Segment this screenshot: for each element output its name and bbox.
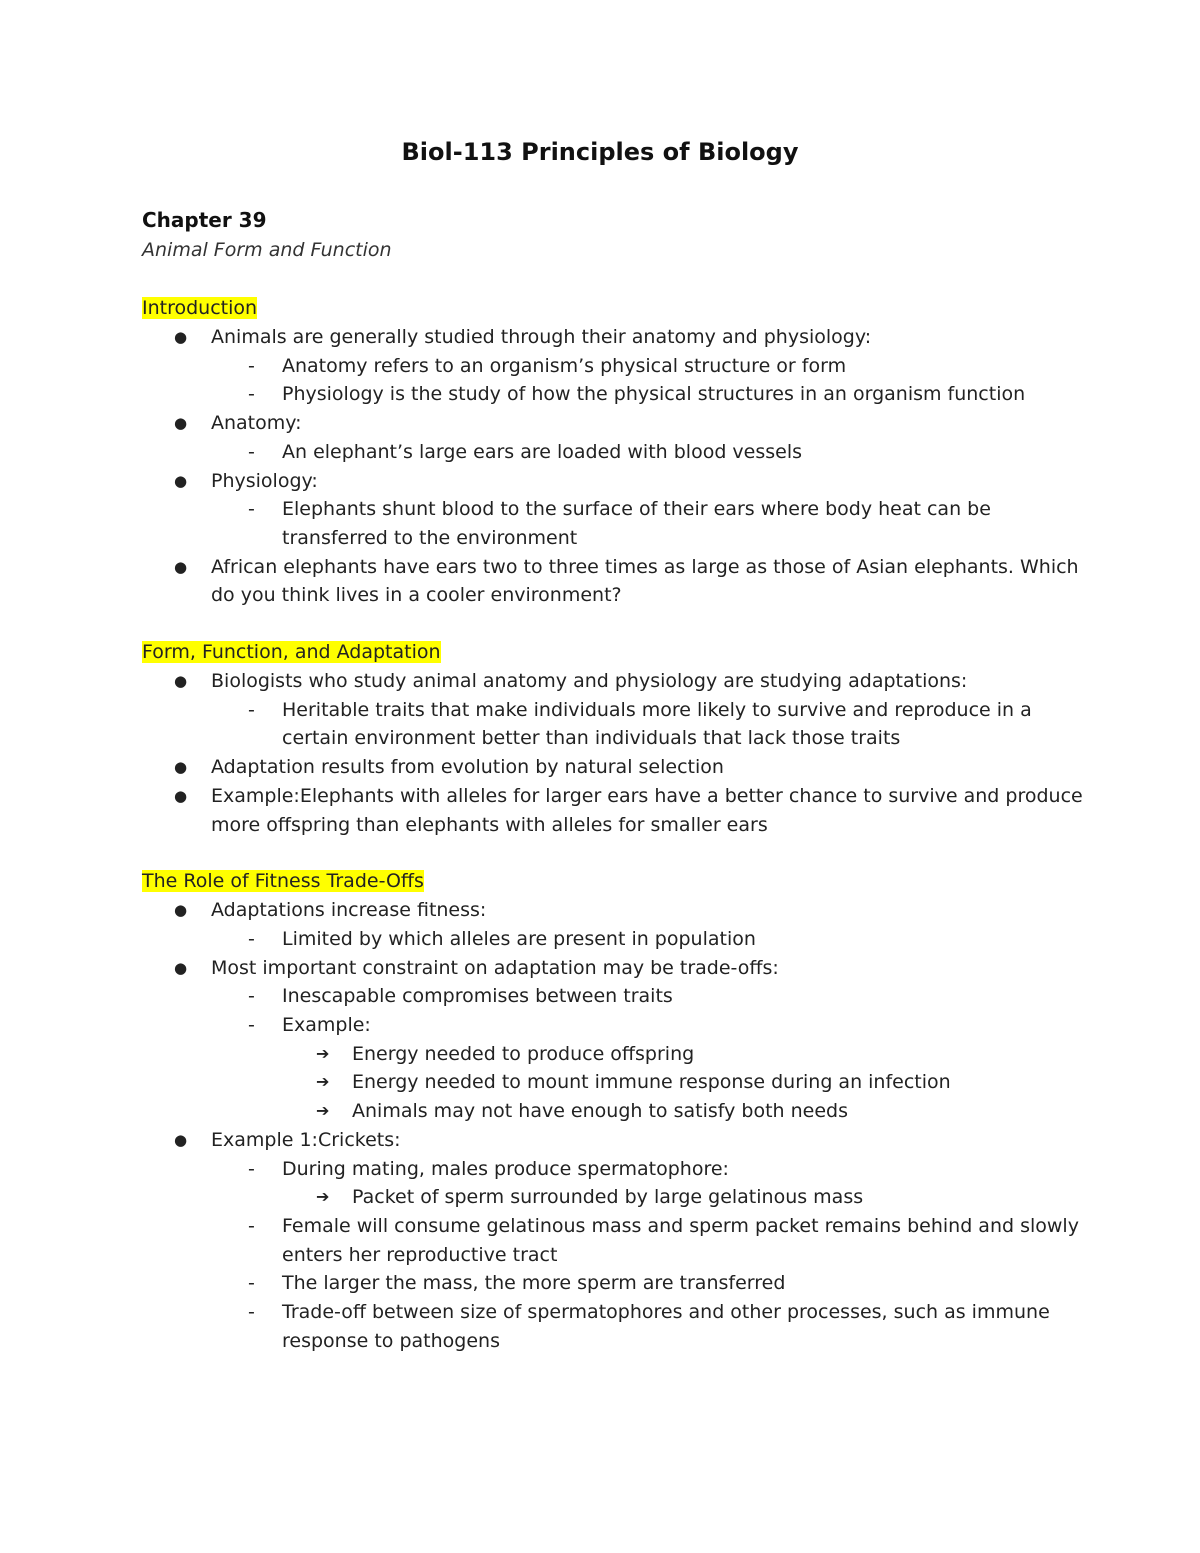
dash-marker: - [248,498,255,521]
list-item-text: Limited by which alleles are present in population [282,927,756,950]
list-item-text: Most important constraint on adaptation may be trade-offs: [211,956,779,979]
chapter-heading: Chapter 39 [142,208,267,232]
list-item-level-3 [142,1183,1102,1212]
arrow-icon: ➔ [316,1072,330,1092]
list-item-text: The larger the mass, the more sperm are transferred [282,1272,786,1295]
list-item-level-2 [142,380,1102,409]
section-list [142,667,1102,839]
section-heading-highlight: Introduction [142,297,258,319]
bullet-marker: ● [174,471,188,490]
bullet-marker: ● [174,414,188,433]
bullet-marker: ● [174,786,188,805]
section-heading-highlight: The Role of Fitness Trade-Offs [142,870,424,893]
dash-marker: - [248,1157,255,1180]
section-list [142,323,1102,610]
list-item-text: Physiology: [211,469,318,492]
bullet-marker: ● [174,901,188,920]
bullet-marker: ● [174,958,188,977]
list-item-level-2 [142,352,1102,381]
list-item-text: Packet of sperm surrounded by large gelatinous mass [352,1186,864,1209]
list-item-text: Trade-off between size of spermatophores and other processes, such as immune response to pathogens [282,1301,1050,1352]
list-item-level-1 [142,753,1102,782]
document-body [142,204,1102,1384]
sections-container [142,294,1102,1356]
list-item-level-3 [142,1040,1102,1069]
dash-marker: - [248,1272,255,1295]
list-item-text: Anatomy: [211,412,302,435]
list-item-text: African elephants have ears two to three times as large as those of Asian elephants. Which do you think lives in a cooler environment? [211,555,1079,607]
list-item-level-1 [142,323,1102,352]
list-item-text: Energy needed to produce offspring [352,1042,695,1065]
section-heading-highlight: Form, Function, and Adaptation [142,641,441,664]
section-heading [142,867,1102,896]
dash-marker: - [248,440,255,463]
document-title: Biol-113 Principles of Biology [401,138,799,166]
dash-marker: - [248,985,255,1008]
section-list [142,896,1102,1355]
bullet-marker: ● [174,328,188,346]
list-item-level-1 [142,896,1102,925]
list-item-level-2 [142,1298,1102,1355]
list-item-level-2 [142,1212,1102,1269]
list-item-level-3 [142,1097,1102,1126]
bullet-marker: ● [174,557,188,576]
list-item-level-1 [142,409,1102,438]
dash-marker: - [248,354,255,377]
arrow-icon: ➔ [316,1043,330,1063]
list-item-text: Animals may not have enough to satisfy both needs [352,1100,848,1123]
list-item-level-1 [142,553,1102,610]
bullet-marker: ● [174,672,188,691]
list-item-text: An elephant’s large ears are loaded with blood vessels [282,440,803,463]
list-item-text: Energy needed to mount immune response during an infection [352,1071,951,1094]
list-item-text: Physiology is the study of how the physical structures in an organism function [282,383,1026,406]
list-item-level-1 [142,782,1102,839]
list-item-level-2 [142,696,1102,753]
list-item-text: Animals are generally studied through their anatomy and physiology: [211,326,872,348]
list-item-level-2 [142,438,1102,467]
list-item-text: Example: [282,1014,371,1037]
section [142,294,1102,610]
list-item-text: Example:Elephants with alleles for larger ears have a better chance to survive and produce more offspring than elephants with alleles for smaller ears [211,784,1083,836]
list-item-level-1 [142,1126,1102,1155]
list-item-text: Biologists who study animal anatomy and physiology are studying adaptations: [211,670,968,693]
chapter-subtitle: Animal Form and Function [142,239,392,261]
bullet-marker: ● [174,758,188,777]
list-item-level-1 [142,667,1102,696]
section [142,867,1102,1355]
list-item-level-2 [142,925,1102,954]
arrow-icon: ➔ [316,1187,330,1207]
list-item-level-1 [142,467,1102,496]
list-item-text: During mating, males produce spermatophore: [282,1157,729,1180]
section-heading [142,294,1102,323]
list-item-text: Inescapable compromises between traits [282,985,673,1008]
list-item-level-1 [142,954,1102,983]
list-item-text: Heritable traits that make individuals more likely to survive and reproduce in a certain environment better than individuals that lack those traits [282,698,1032,750]
list-item-text: Female will consume gelatinous mass and sperm packet remains behind and slowly enters her reproductive tract [282,1214,1079,1266]
list-item-text: Anatomy refers to an organism’s physical structure or form [282,354,847,377]
section-heading [142,638,1102,667]
arrow-icon: ➔ [316,1101,330,1121]
dash-marker: - [248,1214,255,1237]
list-item-level-2 [142,1011,1102,1040]
list-item-level-3 [142,1068,1102,1097]
dash-marker: - [248,927,255,950]
section [142,638,1102,839]
bullet-marker: ● [174,1130,188,1149]
list-item-text: Example 1:Crickets: [211,1128,401,1151]
list-item-text: Adaptation results from evolution by natural selection [211,756,724,779]
list-item-level-2 [142,1155,1102,1184]
list-item-level-2 [142,495,1102,552]
list-item-level-2 [142,982,1102,1011]
dash-marker: - [248,698,255,721]
list-item-text: Adaptations increase fitness: [211,899,487,922]
list-item-level-2 [142,1269,1102,1298]
dash-marker: - [248,383,255,406]
list-item-text: Elephants shunt blood to the surface of their ears where body heat can be transferred to the environment [282,498,991,549]
dash-marker: - [248,1014,255,1037]
dash-marker: - [248,1301,255,1324]
